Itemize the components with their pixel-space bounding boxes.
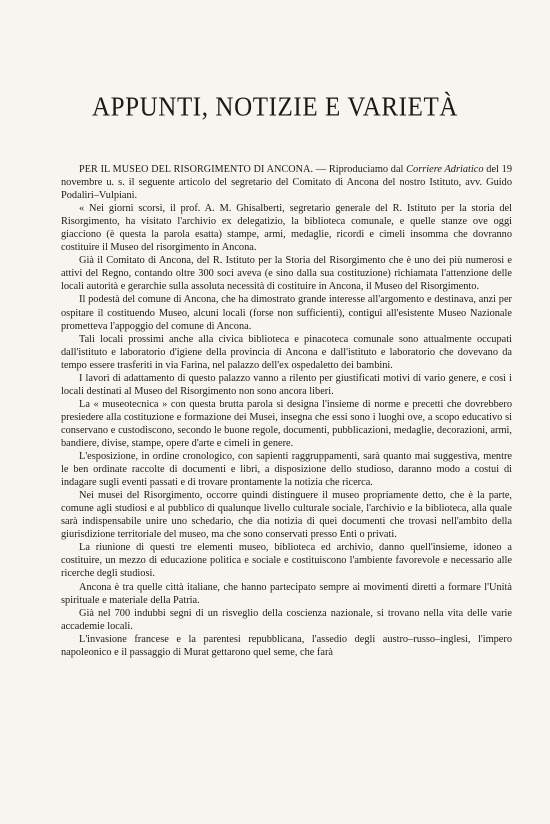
paragraph: Tali locali prossimi anche alla civica biblioteca e pinacoteca comunale sono attualmente occupati dall'istituto e laboratorio d'igiene della provincia di Ancona e dall'istituto e laboratorio che dovevano da tempo essere trasferiti in via Farina, nel palazzo dell'ex ospedaletto dei bambini. [61, 333, 512, 371]
paragraph: I lavori di adattamento di questo palazzo vanno a rilento per giustificati motivi di vario genere, e così i locali destinati al Museo del Risorgimento non sono ancora liberi. [61, 372, 512, 397]
paragraph: Già nel 700 indubbi segni di un risveglio della coscienza nazionale, si trovano nella vita delle varie accademie locali. [61, 607, 512, 632]
newspaper-name: Corriere Adriatico [406, 164, 484, 175]
paragraph: Già il Comitato di Ancona, del R. Istituto per la Storia del Risorgimento che è uno dei più numerosi e attivi del Regno, contando oltre 300 soci aveva (e sino dalla sua costituzione) richiamata l'attenzione delle locali autorità e gerarchie sulla assoluta necessità di costituire in Ancona, il Museo del Risorgimento. [61, 255, 512, 293]
paragraph: « Nei giorni scorsi, il prof. A. M. Ghisalberti, segretario generale del R. Istituto per la storia del Risorgimento, ha visitato l'archivio ex delegatizio, la biblioteca comunale, e quelle stanze ove oggi giacciono (è questa la parola esatta) stampe, armi, medaglie, ricordi e cimeli insomma che dovranno costituire il Museo del risorgimento in Ancona. [61, 203, 512, 254]
paragraph: Nei musei del Risorgimento, occorre quindi distinguere il museo propriamente detto, che è la parte, comune agli studiosi e al pubblico di qualunque livello culturale sociale, l'archivio e la biblioteca, alla quale sarà indispensabile unire uno schedario, che dia notizia di quei documenti che trovasi nell'ambito della giurisdizione territoriale del museo, ma che sono conservati presso Enti o privati. [61, 490, 512, 541]
paragraph: L'invasione francese e la parentesi repubblicana, l'assedio degli austro–russo–inglesi, l'impero napoleonico e il passaggio di Murat gettarono quel seme, che farà [61, 633, 512, 658]
article-heading: PER IL MUSEO DEL RISORGIMENTO DI ANCONA. [79, 164, 314, 175]
paragraph: L'esposizione, in ordine cronologico, con sapienti raggruppamenti, sarà quanto mai suggestiva, mentre le ben ordinate raccolte di documenti e libri, a disposizione dello studioso, daranno modo a costui di indagare sugli eventi passati e di trovare prontamente la notizia che ricerca. [61, 451, 512, 489]
intro-connector: — Riproduciamo dal [313, 164, 407, 175]
page-title: APPUNTI, NOTIZIE E VARIETÀ [91, 92, 459, 123]
intro-paragraph [61, 163, 512, 202]
article-body [61, 163, 512, 659]
paragraph: La « museotecnica » con questa brutta parola si designa l'insieme di norme e precetti che dovrebbero presiedere alla costituzione e formazione dei Musei, insegna che essi sono i luoghi ove, a scopo educativo si conservano e custodiscono, secondo le buone regole, documenti, pubblicazioni, medaglie, decorazioni, armi, bandiere, divise, stampe, opere d'arte e cimeli in genere. [61, 398, 512, 449]
paragraph: Ancona è tra quelle città italiane, che hanno partecipato sempre ai movimenti diretti a formare l'Unità spirituale e materiale della Patria. [61, 581, 512, 606]
intro-rest: del 19 novembre u. s. il seguente articolo del segretario del Comitato di Ancona del nostro Istituto, avv. Guido Podaliri–Vulpiani. [61, 164, 512, 202]
paragraph: Il podestà del comune di Ancona, che ha dimostrato grande interesse all'argomento e destinava, anzi per ospitare il costituendo Museo, alcuni locali (forse non sufficienti), contigui all'esistente Museo Nazionale prometteva l'appoggio del comune di Ancona. [61, 294, 512, 332]
paragraph: La riunione di questi tre elementi museo, biblioteca ed archivio, danno quell'insieme, idoneo a costituire, un mezzo di educazione politica e sociale e costituiscono l'ambiente favorevole e necessario alle ricerche degli studiosi. [61, 542, 512, 580]
